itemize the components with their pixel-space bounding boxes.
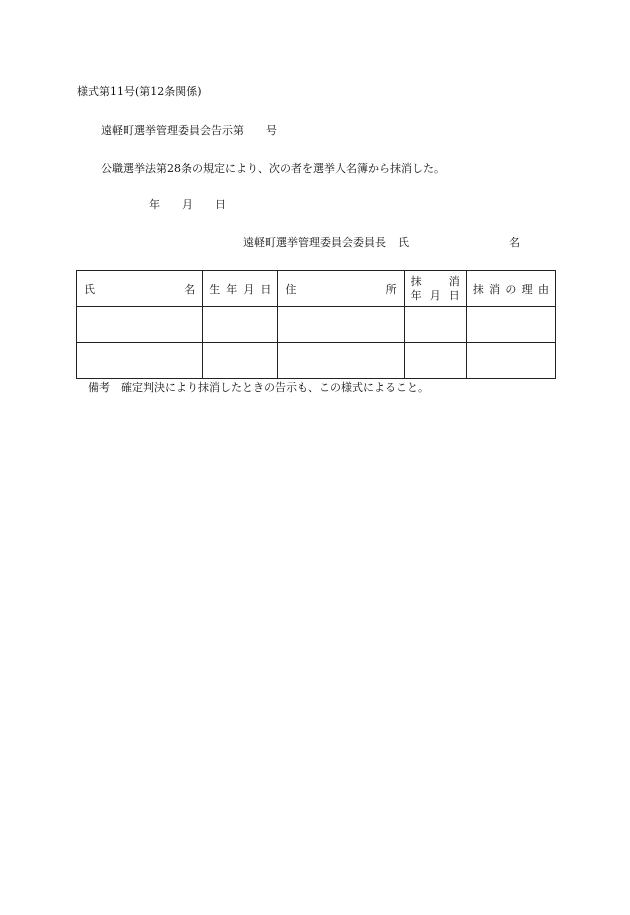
header-deletion-date-part: 消 [448, 274, 460, 288]
form-number-label: 様式第11号(第12条関係) [77, 85, 202, 98]
cell-reason [466, 343, 555, 379]
header-deletion-date-part: 抹 [410, 274, 422, 288]
cell-name [77, 343, 203, 379]
date-month: 月 [182, 198, 193, 211]
header-deletion-date-part: 日 [448, 288, 460, 302]
header-birthdate-part: 月 [243, 282, 255, 296]
table-row [77, 307, 556, 343]
signature-surname-label: 氏 [398, 236, 409, 249]
header-deletion-date [404, 271, 466, 307]
cell-birthdate [203, 307, 278, 343]
header-reason-part: 抹 [472, 282, 484, 296]
header-reason [466, 271, 555, 307]
cell-deletion-date [404, 307, 466, 343]
header-address [278, 271, 404, 307]
cell-deletion-date [404, 343, 466, 379]
date-line [149, 198, 226, 212]
header-deletion-date-part: 年 [410, 288, 422, 302]
cell-name [77, 307, 203, 343]
header-address-part: 住 [285, 282, 297, 296]
cell-address [278, 343, 404, 379]
header-birthdate [203, 271, 278, 307]
header-deletion-date-part: 月 [429, 288, 441, 302]
date-day: 日 [215, 198, 226, 211]
date-year: 年 [149, 198, 160, 211]
cell-address [278, 307, 404, 343]
signature-line [243, 236, 520, 250]
notice-title: 遠軽町選挙管理委員会告示第 号 [101, 124, 277, 137]
header-address-part: 所 [385, 282, 397, 296]
header-name [77, 271, 203, 307]
cell-birthdate [203, 343, 278, 379]
remark-note: 備考 確定判決により抹消したときの告示も、この様式によること。 [88, 381, 429, 394]
table-row [77, 343, 556, 379]
signature-given-name-label: 名 [509, 236, 520, 249]
signature-title: 遠軽町選挙管理委員会委員長 [243, 236, 386, 249]
header-name-part: 氏 [84, 282, 95, 296]
header-reason-part: の [505, 282, 517, 296]
cell-reason [466, 307, 555, 343]
header-reason-part: 消 [489, 282, 501, 296]
header-birthdate-part: 生 [209, 282, 221, 296]
table-header-row [77, 271, 556, 307]
header-reason-part: 理 [521, 282, 533, 296]
notice-body-text: 公職選挙法第28条の規定により、次の者を選挙人名簿から抹消した。 [101, 162, 445, 175]
header-name-part: 名 [184, 282, 196, 296]
header-birthdate-part: 年 [226, 282, 238, 296]
header-birthdate-part: 日 [260, 282, 272, 296]
deletion-register-table [76, 270, 556, 379]
header-reason-part: 由 [537, 282, 549, 296]
